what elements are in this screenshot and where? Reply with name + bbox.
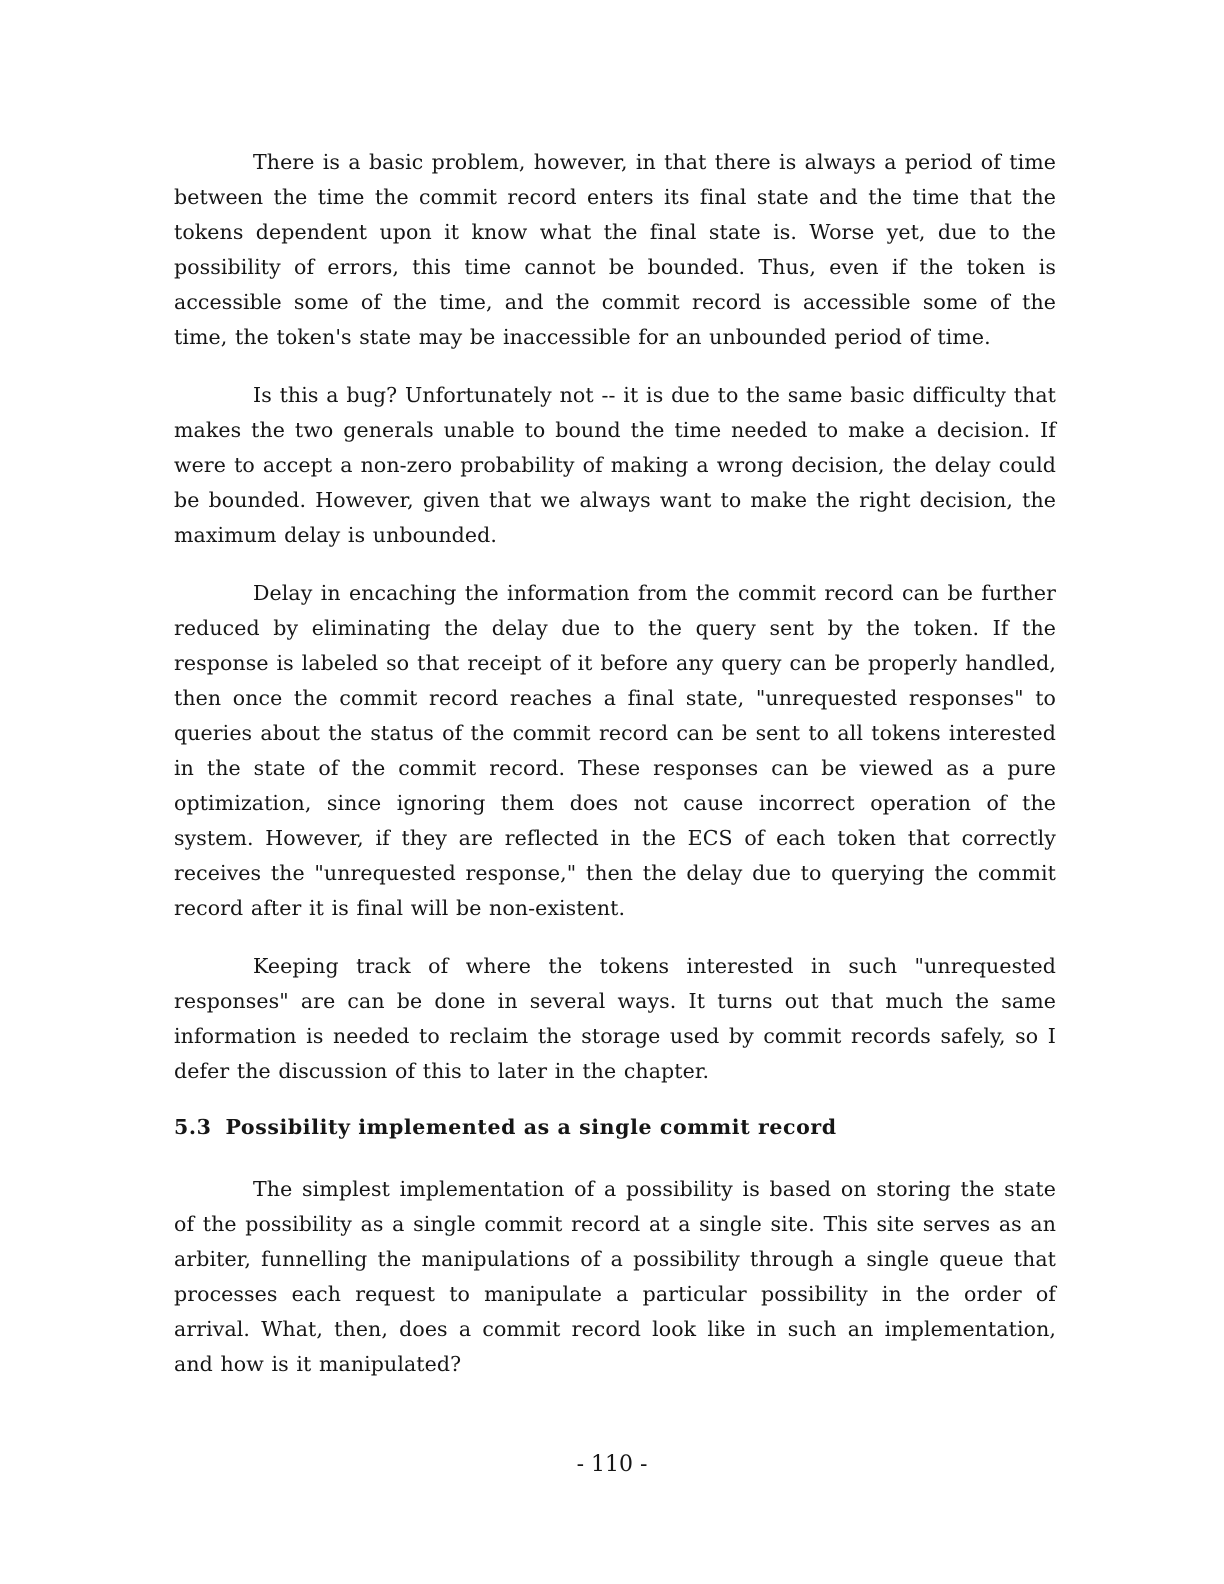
paragraph-is-this-a-bug: Is this a bug? Unfortunately not -- it is due to the same basic difficulty that makes the two generals unable to bound the time needed to make a decision. If were to accept a non-zero probability of making a wrong decision, the delay could be bounded. However, given that we always want to make the right decision, the maximum delay is unbounded.	[174, 383, 1056, 547]
page-number: - 110 -	[576, 1452, 648, 1477]
body-text	[174, 145, 1056, 1405]
paragraph-simplest-implementation: The simplest implementation of a possibility is based on storing the state of the possibility as a single commit record at a single site. This site serves as an arbiter, funnelling the manipulations of a possibility through a single queue that processes each request to manipulate a particular possibility in the order of arrival. What, then, does a commit record look like in such an implementation, and how is it manipulated?	[174, 1177, 1056, 1376]
section-title: Possibility implemented as a single commit record	[225, 1115, 837, 1139]
paragraph-basic-problem: There is a basic problem, however, in that there is always a period of time between the time the commit record enters its final state and the time that the tokens dependent upon it know what the final state is. Worse yet, due to the possibility of errors, this time cannot be bounded. Thus, even if the token is accessible some of the time, and the commit record is accessible some of the time, the token's state may be inaccessible for an unbounded period of time.	[174, 150, 1056, 349]
section-number: 5.3	[174, 1115, 212, 1139]
paragraph-delay-encaching: Delay in encaching the information from the commit record can be further reduced by eliminating the delay due to the query sent by the token. If the response is labeled so that receipt of it before any query can be properly handled, then once the commit record reaches a final state, "unrequested responses" to queries about the status of the commit record can be sent to all tokens interested in the state of the commit record. These responses can be viewed as a pure optimization, since ignoring them does not cause incorrect operation of the system. However, if they are reflected in the ECS of each token that correctly receives the "unrequested response," then the delay due to querying the commit record after it is final will be non-existent.	[174, 581, 1056, 920]
section-heading	[174, 1112, 1056, 1142]
paragraph-keeping-track: Keeping track of where the tokens interested in such "unrequested responses" are can be done in several ways. It turns out that much the same information is needed to reclaim the storage used by commit records safely, so I defer the discussion of this to later in the chapter.	[174, 954, 1056, 1083]
